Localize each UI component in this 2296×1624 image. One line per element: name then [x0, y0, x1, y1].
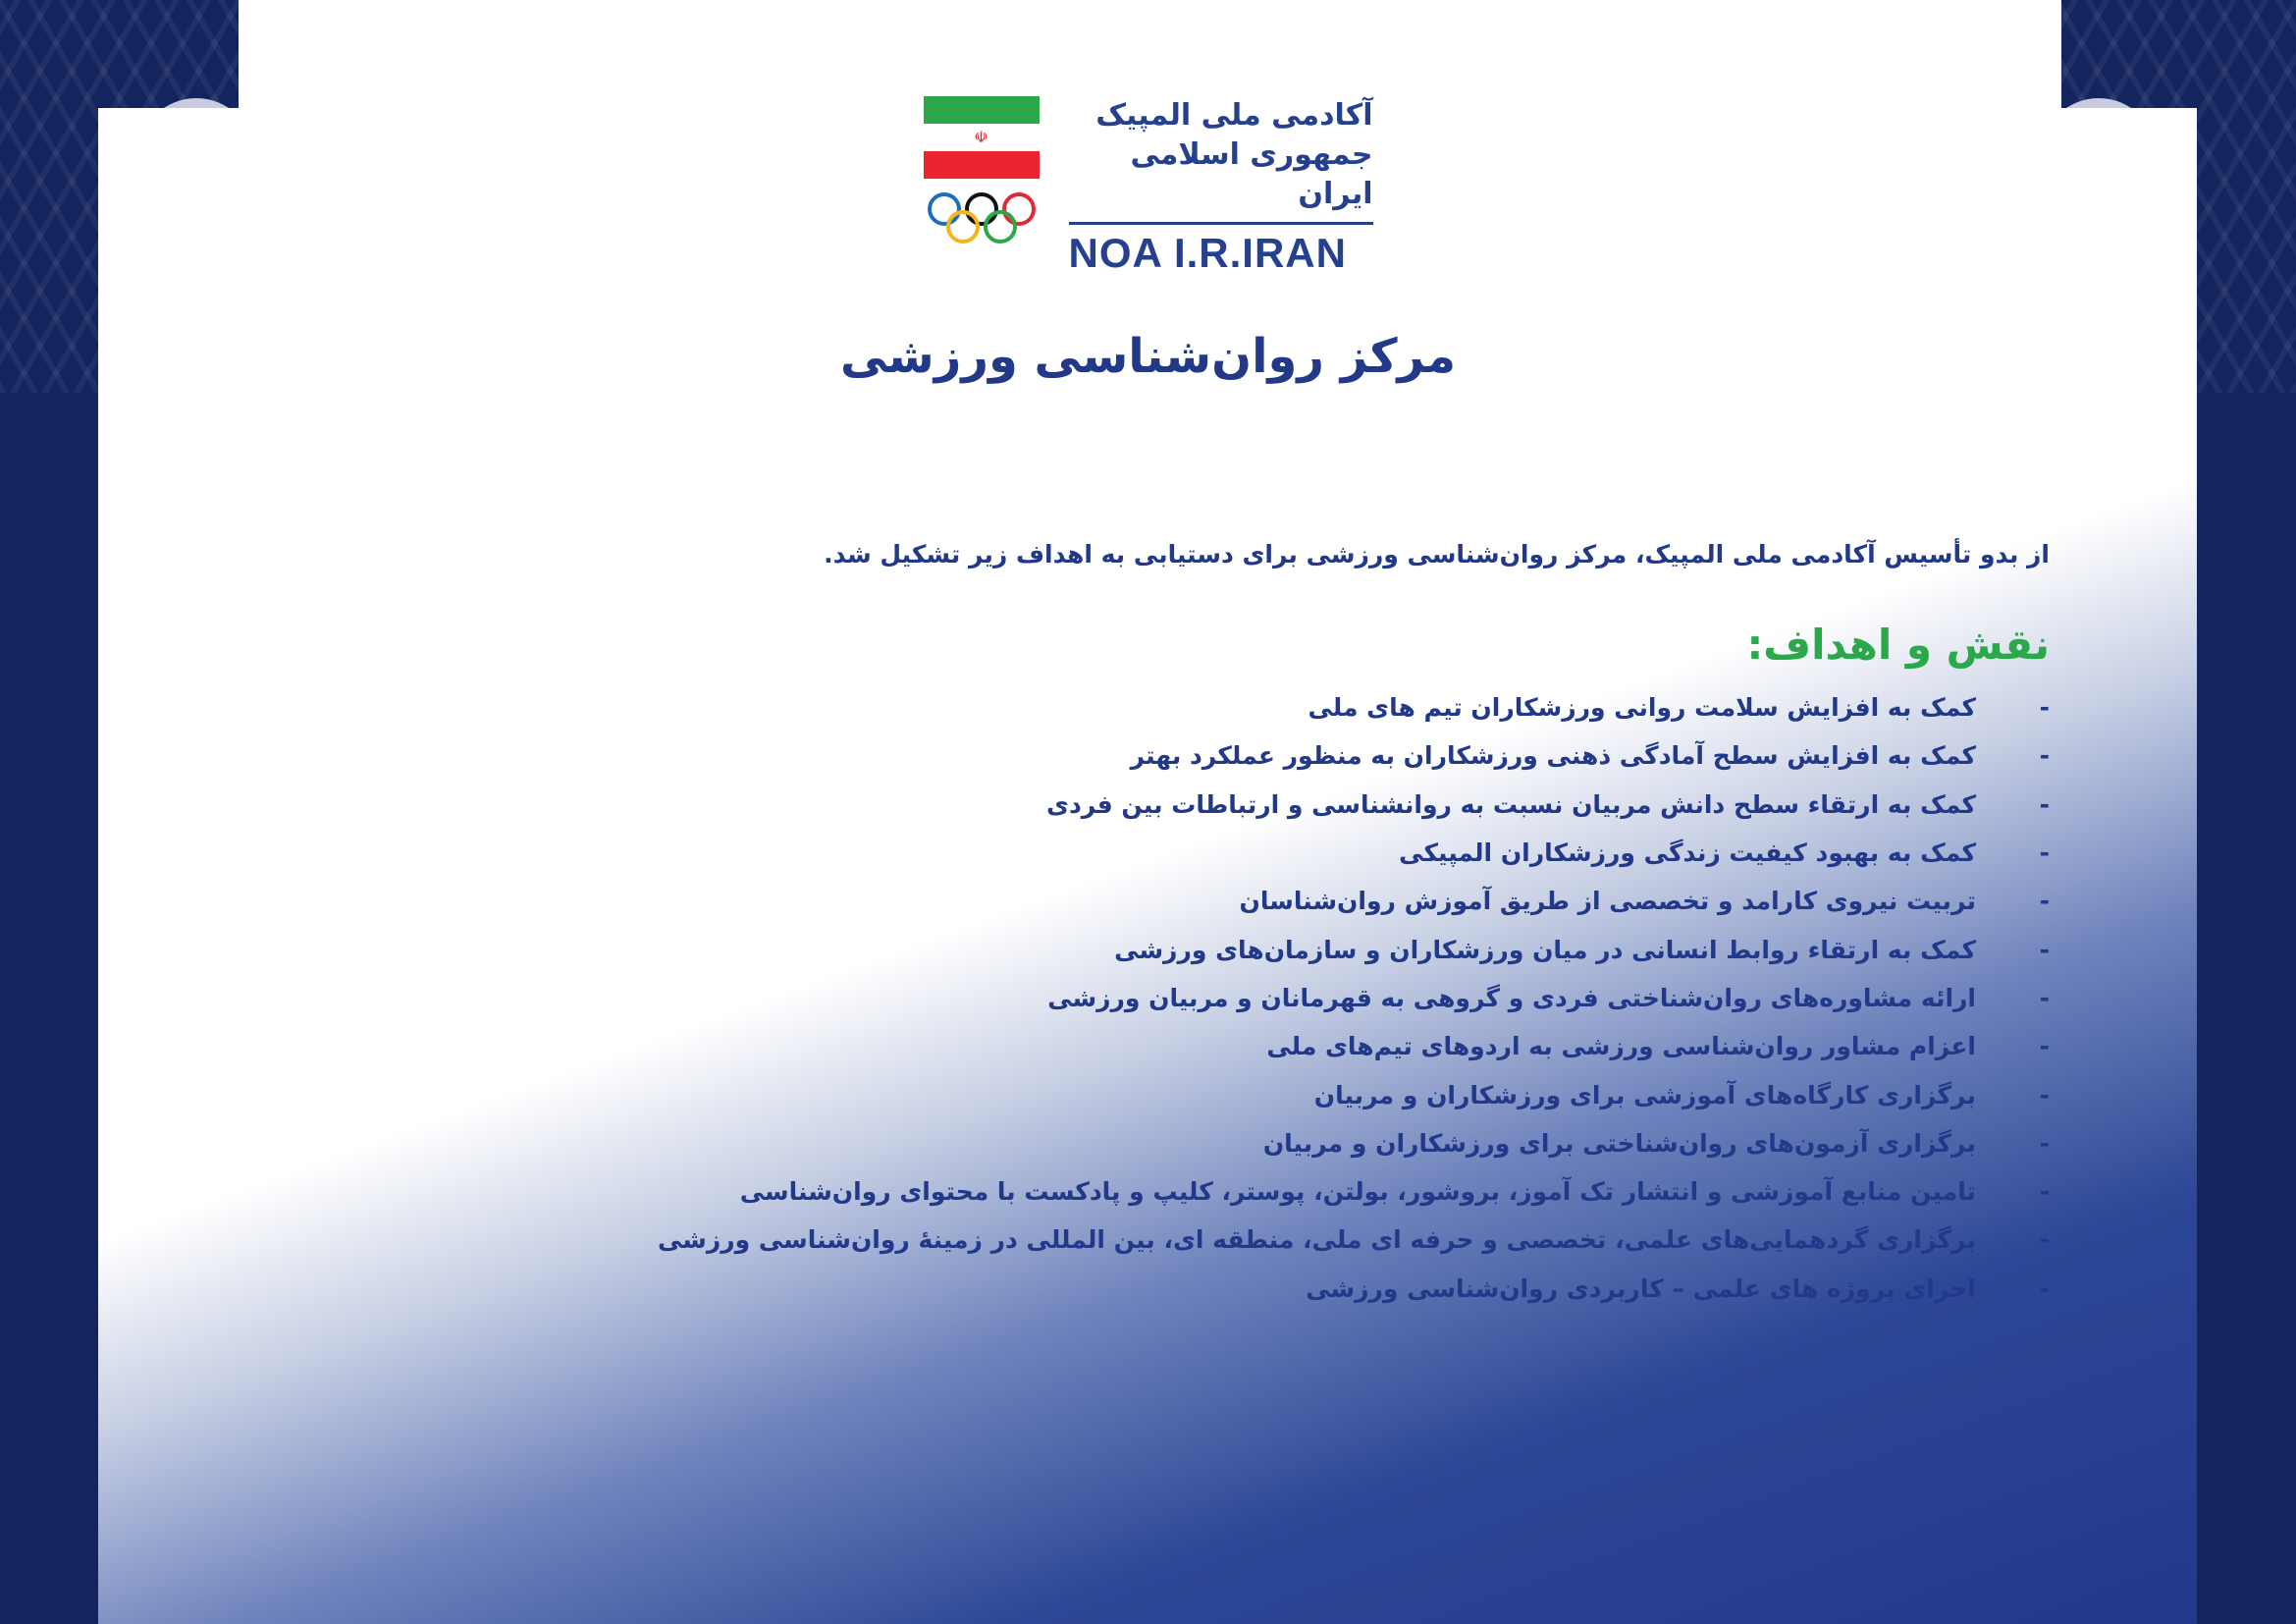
bullet-dash: - [2039, 1032, 2050, 1061]
logo-line-1: آکادمی ملی المپیک [1095, 98, 1373, 133]
intro-text: از بدو تأسیس آکادمی ملی المپیک، مرکز روان‌شناسی ورزشی برای دستیابی به اهداف زیر تشکیل شد. [824, 540, 2050, 568]
list-item [658, 829, 2050, 877]
bullet-dash: - [2039, 839, 2050, 868]
list-item [658, 781, 2050, 829]
bullet-dash: - [2039, 935, 2050, 964]
goal-text: کمک به ارتقاء سطح دانش مربیان نسبت به روانشناسی و ارتباطات بین فردی [1046, 789, 1976, 819]
goal-text: برگزاری گردهمایی‌های علمی، تخصصی و حرفه ای ملی، منطقه ای، بین المللی در زمینهٔ روان‌شناسی ورزشی [657, 1225, 1976, 1255]
list-item [658, 925, 2050, 973]
list-item [658, 1070, 2050, 1118]
list-item [658, 877, 2050, 925]
list-item [658, 1022, 2050, 1070]
goal-text: برگزاری کارگاه‌های آموزشی برای ورزشکاران و مربیان [1313, 1080, 1976, 1110]
bullet-dash: - [2039, 1080, 2050, 1110]
goal-text: اجرای پروژه های علمی – کاربردی روان‌شناسی ورزشی [1306, 1273, 1976, 1303]
olympic-rings-icon [924, 192, 1040, 251]
bullet-dash: - [2039, 741, 2050, 771]
iran-flag-olympic-rings [924, 96, 1040, 251]
goal-text: تامین منابع آموزشی و انتشار تک آموز، بروشور، بولتن، پوستر، کلیپ و پادکست با محتوای روان‌شناسی [739, 1177, 1976, 1207]
bullet-dash: - [2039, 693, 2050, 723]
logo-line-2: جمهوری اسلامی ایران [1130, 137, 1373, 211]
emblem-icon: ☫ [924, 124, 1040, 151]
goal-text: تربیت نیروی کارامد و تخصصی از طریق آموزش روان‌شناسان [1239, 887, 1976, 916]
list-item [658, 1167, 2050, 1216]
page-title: مرکز روان‌شناسی ورزشی [839, 329, 1457, 384]
goal-text: ارائه مشاوره‌های روان‌شناختی فردی و گروهی به قهرمانان و مربیان ورزشی [1047, 983, 1976, 1012]
bullet-dash: - [2039, 1273, 2050, 1303]
list-item [658, 974, 2050, 1022]
list-item [658, 731, 2050, 780]
bullet-dash: - [2039, 789, 2050, 819]
goal-text: کمک به افزایش سلامت روانی ورزشکاران تیم های ملی [1308, 693, 1976, 723]
list-item [658, 683, 2050, 731]
list-item [658, 1265, 2050, 1313]
bullet-dash: - [2039, 1225, 2050, 1255]
bullet-dash: - [2039, 1177, 2050, 1207]
goal-text: اعزام مشاور روان‌شناسی ورزشی به اردوهای تیم‌های ملی [1266, 1032, 1976, 1061]
goal-text: برگزاری آزمون‌های روان‌شناختی برای ورزشکاران و مربیان [1262, 1128, 1976, 1158]
goal-text: کمک به بهبود کیفیت زندگی ورزشکاران المپیکی [1399, 839, 1976, 868]
logo-divider [1069, 222, 1373, 225]
logo-text [1069, 96, 1373, 276]
bullet-dash: - [2039, 983, 2050, 1012]
goal-text: کمک به افزایش سطح آمادگی ذهنی ورزشکاران به منظور عملکرد بهتر [1130, 741, 1976, 771]
bullet-dash: - [2039, 1128, 2050, 1158]
section-heading: نقش و اهداف: [1746, 621, 2050, 669]
list-item [658, 1216, 2050, 1264]
list-item [658, 1119, 2050, 1167]
header [0, 96, 2296, 276]
bullet-dash: - [2039, 887, 2050, 916]
goals-list [658, 683, 2050, 1313]
goal-text: کمک به ارتقاء روابط انسانی در میان ورزشکاران و سازمان‌های ورزشی [1114, 935, 1976, 964]
logo-line-3: NOA I.R.IRAN [1068, 230, 1347, 276]
noa-logo [924, 96, 1373, 276]
